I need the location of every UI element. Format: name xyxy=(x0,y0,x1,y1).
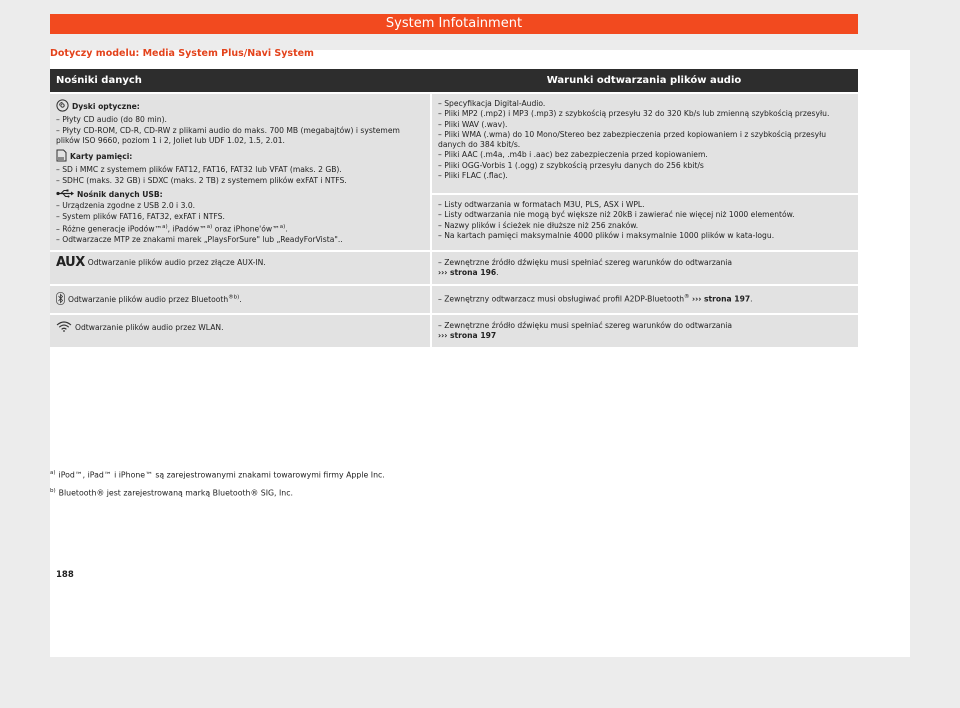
aux-icon: AUX xyxy=(56,255,85,271)
col-header-media: Nośniki danych xyxy=(50,69,430,92)
card-line: – SDHC (maks. 32 GB) i SDXC (maks. 2 TB) z systemem plików exFAT i NTFS. xyxy=(56,175,347,185)
card-title: Karty pamięci: xyxy=(70,152,133,162)
format-line: – Pliki WAV (.wav). xyxy=(438,119,508,129)
wlan-condition-cell: – Zewnętrzne źródło dźwięku musi spełniać szereg warunków do odtwarzania ››› strona 197 xyxy=(430,315,858,347)
playlists-cell xyxy=(430,195,858,250)
usb-line: – System plików FAT16, FAT32, exFAT i NTFS. xyxy=(56,211,225,221)
media-table xyxy=(50,67,858,349)
page-ref-link[interactable]: ››› strona 197 xyxy=(438,331,497,341)
footnote: $^{a)}$ iPod™, iPad™ i iPhone™ są zarejestrowanymi znakami towarowymi firmy Apple Inc. xyxy=(50,470,385,480)
page-number: 188 xyxy=(56,570,74,580)
bluetooth-cell: Odtwarzanie plików audio przez Bluetooth$^{®b)}$. xyxy=(50,286,430,313)
table-row xyxy=(50,286,858,313)
table-row xyxy=(50,252,858,284)
col-header-conditions: Warunki odtwarzania plików audio xyxy=(430,69,858,92)
optical-line: – Płyty CD audio (do 80 min). xyxy=(56,115,167,125)
disc-icon xyxy=(56,99,69,115)
aux-text: Odtwarzanie plików audio przez złącze AUX-IN. xyxy=(87,258,266,268)
table-header-row xyxy=(50,69,858,92)
playlist-line: – Na kartach pamięci maksymalnie 4000 plików i maksymalnie 1000 plików w kata-logu. xyxy=(438,231,775,241)
card-line: – SD i MMC z systemem plików FAT12, FAT16, FAT32 lub VFAT (maks. 2 GB). xyxy=(56,165,342,175)
bluetooth-icon xyxy=(56,292,65,308)
media-cell xyxy=(50,94,430,250)
page-ref-link[interactable]: ››› strona 196 xyxy=(438,268,497,278)
memory-card-icon xyxy=(56,149,67,165)
format-line: – Pliki WMA (.wma) do 10 Mono/Stereo bez zabezpieczenia przed kopiowaniem i z szybkością przesyłu danych do 384 kbit/s. xyxy=(438,129,827,150)
optical-title: Dyski optyczne: xyxy=(72,102,140,112)
playlist-line: – Nazwy plików i ścieżek nie dłuższe niż 256 znaków. xyxy=(438,220,639,230)
table-row xyxy=(50,94,858,193)
playlist-line: – Listy odtwarzania nie mogą być większe niż 20kB i zawierać nie więcej niż 1000 elementów. xyxy=(438,210,795,220)
model-subtitle: Dotyczy modelu: Media System Plus/Navi System xyxy=(50,48,314,59)
footnote: $^{b)}$ Bluetooth® jest zarejestrowaną marką Bluetooth® SIG, Inc. xyxy=(50,488,293,498)
format-line: – Pliki MP2 (.mp2) i MP3 (.mp3) z szybkością przesyłu 32 do 320 Kb/s lub zmienną szybkością przesyłu. xyxy=(438,109,830,119)
usb-title: Nośnik danych USB: xyxy=(77,190,163,200)
playlist-line: – Listy odtwarzania w formatach M3U, PLS, ASX i WPL. xyxy=(438,200,645,210)
format-line: – Specyfikacja Digital-Audio. xyxy=(438,99,546,108)
table-row xyxy=(50,315,858,347)
usb-icon xyxy=(56,189,74,201)
format-line: – Pliki FLAC (.flac). xyxy=(438,171,508,181)
bluetooth-condition-cell: – Zewnętrzny odtwarzacz musi obsługiwać profil A2DP-Bluetooth® ››› strona 197. xyxy=(430,286,858,313)
format-line: – Pliki OGG-Vorbis 1 (.ogg) z szybkością przesyłu danych do 256 kbit/s xyxy=(438,160,704,170)
wifi-icon xyxy=(56,321,72,335)
aux-cell xyxy=(50,252,430,284)
page-ref-link[interactable]: ››› strona 197 xyxy=(691,294,751,304)
formats-cell xyxy=(430,94,858,193)
section-header: System Infotainment xyxy=(50,14,858,34)
format-line: – Pliki AAC (.m4a, .m4b i .aac) bez zabezpieczenia przed kopiowaniem. xyxy=(438,150,708,160)
wlan-cell: Odtwarzanie plików audio przez WLAN. xyxy=(50,315,430,347)
aux-condition-cell: – Zewnętrzne źródło dźwięku musi spełniać szereg warunków do odtwarzania ››› strona 196. xyxy=(430,252,858,284)
optical-line: – Płyty CD-ROM, CD-R, CD-RW z plikami audio do maks. 700 MB (megabajtów) i systemem plików ISO 9660, poziom 1 i 2, Joliet lub UDF 1.02, 1.5, 2.01. xyxy=(56,125,400,145)
usb-line: – Urządzenia zgodne z USB 2.0 i 3.0. xyxy=(56,201,196,211)
usb-ipod-line: – Różne generacje iPodów™$^{a)}$, iPadów™$^{a)}$ oraz iPhone'ów™$^{a)}$. xyxy=(56,223,288,234)
usb-mtp-line: – Odtwarzacze MTP ze znakami marek „PlaysForSure" lub „ReadyForVista".. xyxy=(56,234,343,244)
